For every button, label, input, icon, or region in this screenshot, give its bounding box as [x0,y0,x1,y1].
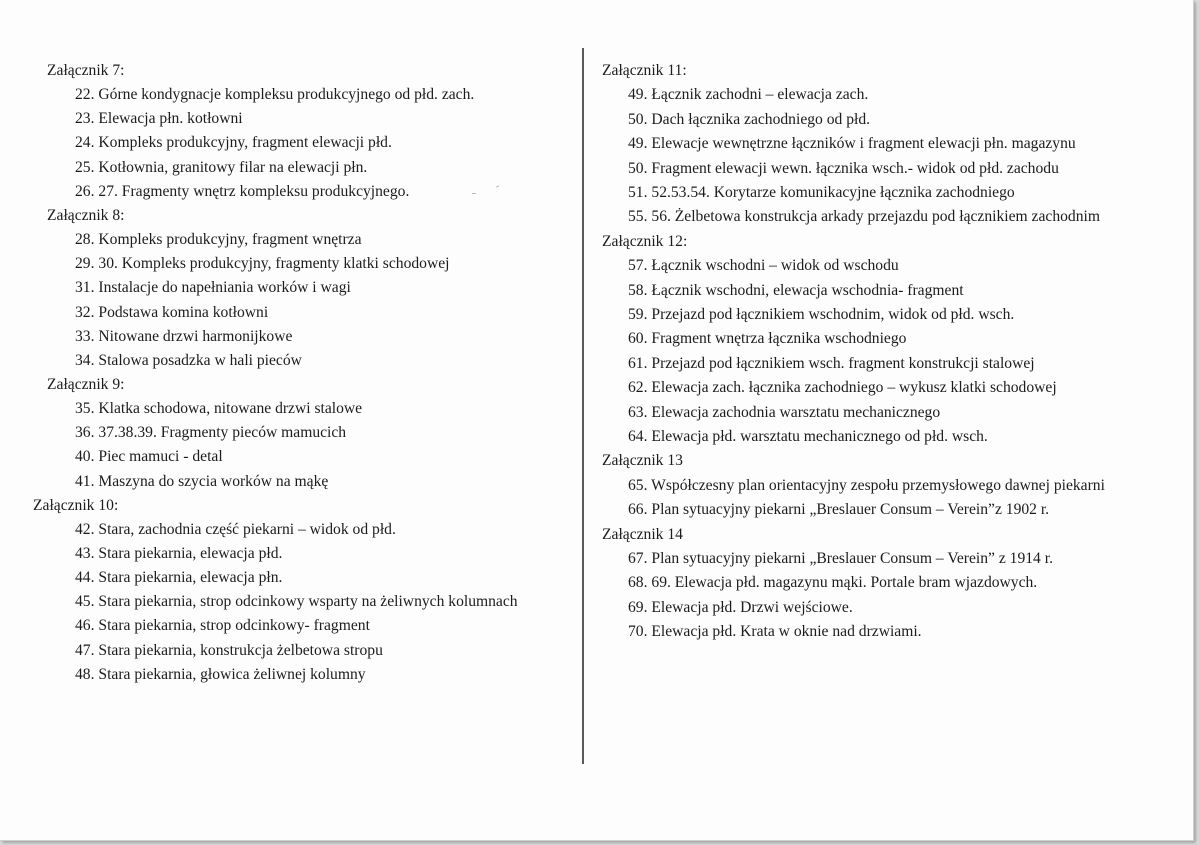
section-heading: Załącznik 8: [47,206,125,224]
list-item: 46. Stara piekarnia, strop odcinkowy- fragment [75,617,370,635]
list-item: 70. Elewacja płd. Krata w oknie nad drzwiami. [628,623,922,641]
list-item: 59. Przejazd pod łącznikiem wschodnim, widok od płd. wsch. [628,306,1015,323]
list-item: 60. Fragment wnętrza łącznika wschodniego [628,330,907,348]
list-item: 31. Instalacje do napełniania worków i wagi [75,279,351,297]
list-item: 66. Plan sytuacyjny piekarni „Breslauer Consum – Verein”z 1902 r. [628,501,1050,519]
section-heading: Załącznik 7: [47,62,125,79]
list-item: 62. Elewacja zach. łącznika zachodniego – wykusz klatki schodowej [628,379,1057,397]
section-heading: Załącznik 10: [33,496,119,514]
list-item: 32. Podstawa komina kotłowni [75,303,269,321]
list-item: 22. Górne kondygnacje kompleksu produkcyjnego od płd. zach. [75,86,475,104]
list-item: 63. Elewacja zachodnia warsztatu mechanicznego [628,403,941,421]
list-item: 23. Elewacja płn. kotłowni [75,110,243,128]
list-item: 28. Kompleks produkcyjny, fragment wnętrza [75,231,362,249]
list-item: 35. Klatka schodowa, nitowane drzwi stalowe [75,400,363,418]
list-item: 64. Elewacja płd. warsztatu mechanicznego od płd. wsch. [628,428,988,445]
list-item: 24. Kompleks produkcyjny, fragment elewacji płd. [75,134,392,152]
list-item: 47. Stara piekarnia, konstrukcja żelbetowa stropu [75,641,383,659]
section-heading: Załącznik 11: [602,62,687,79]
list-item: 61. Przejazd pod łącznikiem wsch. fragment konstrukcji stalowej [628,354,1035,372]
scan-speck [472,193,476,194]
list-item: 44. Stara piekarnia, elewacja płn. [75,569,283,587]
list-item: 51. 52.53.54. Korytarze komunikacyjne łącznika zachodniego [628,184,1015,201]
list-item: 55. 56. Żelbetowa konstrukcja arkady przejazdu pod łącznikiem zachodnim [628,208,1100,226]
section-heading: Załącznik 14 [602,525,683,543]
column-divider [582,48,584,764]
list-item: 36. 37.38.39. Fragmenty pieców mamucich [75,424,347,442]
section-heading: Załącznik 9: [47,375,125,393]
section-heading: Załącznik 12: [602,232,688,250]
list-item: 49. Elewacje wewnętrzne łączników i fragment elewacji płn. magazynu [628,135,1076,153]
list-item: 25. Kotłownia, granitowy filar na elewacji płn. [75,158,368,176]
list-item: 68. 69. Elewacja płd. magazynu mąki. Portale bram wjazdowych. [628,574,1038,592]
list-item: 29. 30. Kompleks produkcyjny, fragmenty klatki schodowej [75,255,450,273]
list-item: 50. Fragment elewacji wewn. łącznika wsch.- widok od płd. zachodu [628,159,1059,177]
list-item: 57. Łącznik wschodni – widok od wschodu [628,257,899,275]
list-item: 67. Plan sytuacyjny piekarni „Breslauer Consum – Verein” z 1914 r. [628,550,1053,567]
list-item: 34. Stalowa posadzka w hali pieców [75,351,302,369]
list-item: 33. Nitowane drzwi harmonijkowe [75,327,293,345]
list-item: 49. Łącznik zachodni – elewacja zach. [628,86,869,104]
list-item: 42. Stara, zachodnia część piekarni – widok od płd. [75,520,396,538]
list-item: 41. Maszyna do szycia worków na mąkę [75,472,329,490]
scan-speck [496,185,499,187]
list-item: 45. Stara piekarnia, strop odcinkowy wsparty na żeliwnych kolumnach [75,593,518,611]
list-item: 43. Stara piekarnia, elewacja płd. [75,545,283,562]
list-item: 58. Łącznik wschodni, elewacja wschodnia- fragment [628,281,964,299]
list-item: 40. Piec mamuci - detal [75,448,223,466]
list-item: 65. Współczesny plan orientacyjny zespołu przemysłowego dawnej piekarni [628,476,1105,494]
list-item: 69. Elewacja płd. Drzwi wejściowe. [628,598,853,616]
section-heading: Załącznik 13 [602,452,683,470]
list-item: 50. Dach łącznika zachodniego od płd. [628,110,871,128]
list-item: 48. Stara piekarnia, głowica żeliwnej kolumny [75,665,366,683]
list-item: 26. 27. Fragmenty wnętrz kompleksu produkcyjnego. [75,182,410,200]
